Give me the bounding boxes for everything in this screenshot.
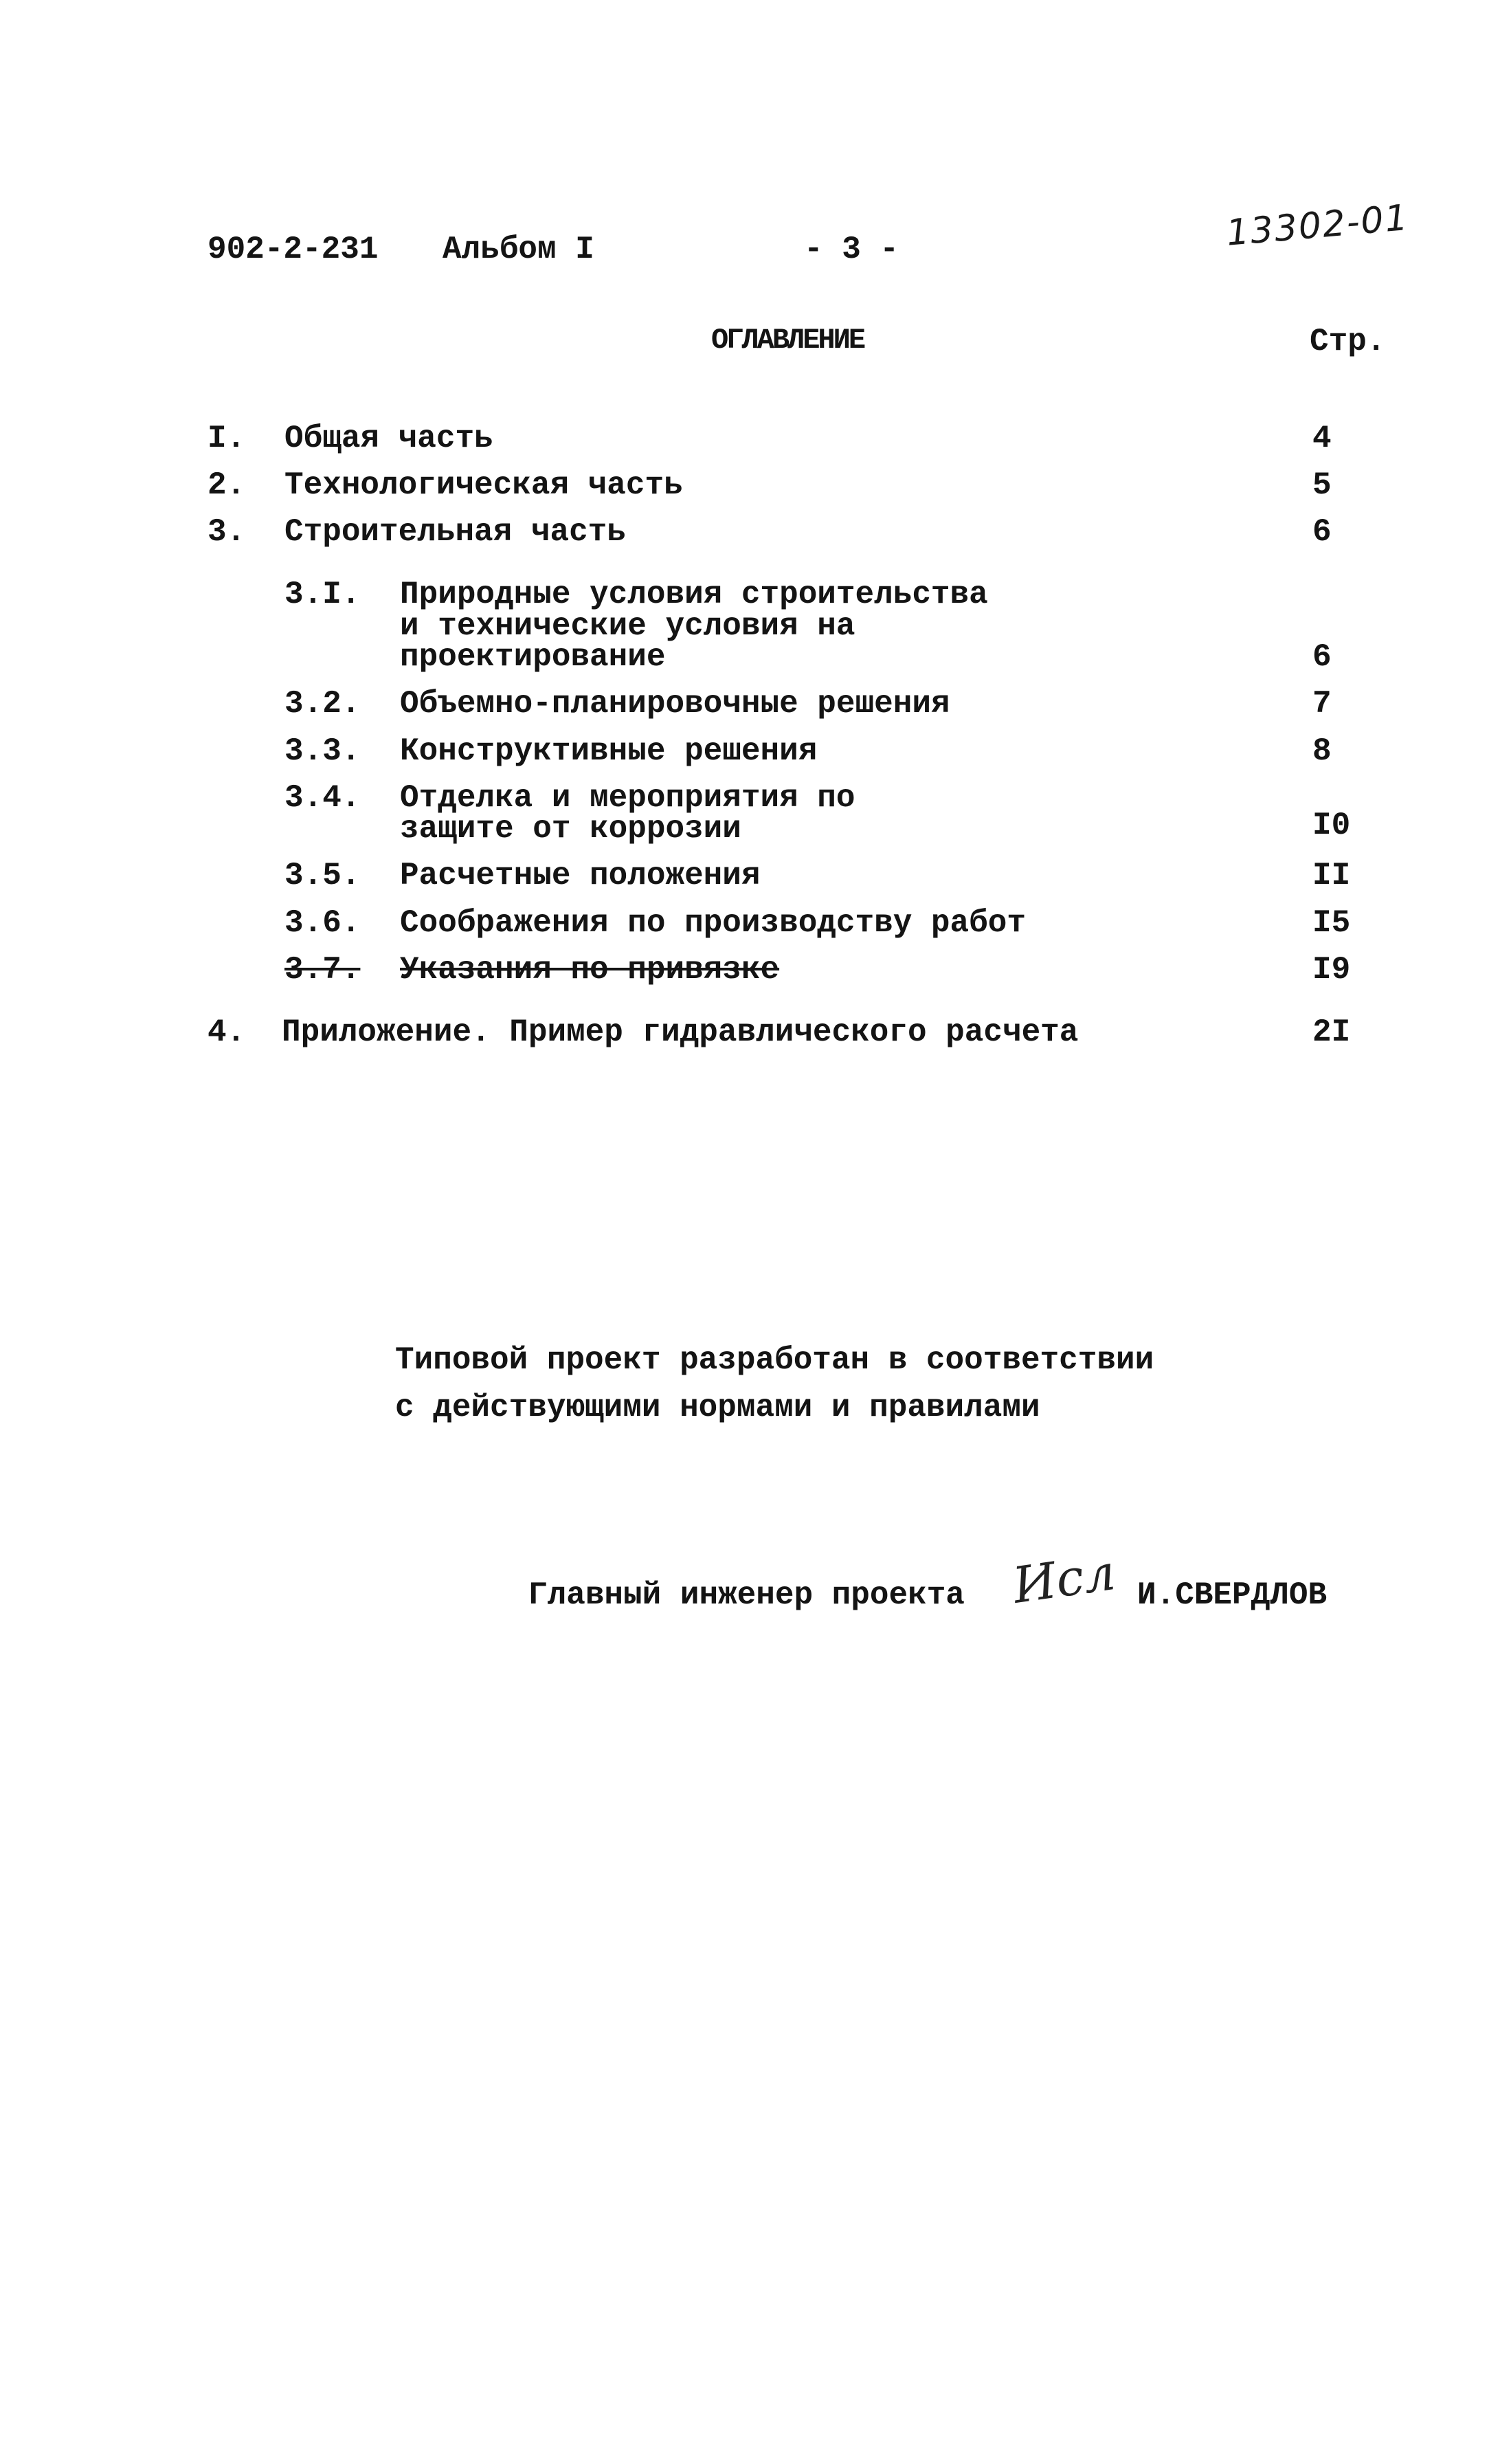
entry-page: I9 bbox=[1312, 952, 1351, 988]
page-column-label: Стр. bbox=[1310, 324, 1386, 359]
entry-title: Приложение. Пример гидравлического расчета bbox=[282, 1014, 1079, 1050]
signature-role: Главный инженер проекта bbox=[528, 1577, 965, 1613]
entry-page: 6 bbox=[1312, 639, 1332, 675]
entry-page: 8 bbox=[1312, 733, 1332, 769]
entry-number: 3.3. bbox=[284, 733, 361, 769]
signature-mark: Исл bbox=[1009, 1543, 1119, 1614]
entry-number: 4. bbox=[208, 1014, 246, 1050]
entry-number: 3.6. bbox=[284, 905, 361, 941]
entry-title: Соображения по производству работ bbox=[400, 905, 1026, 941]
entry-number: 2. bbox=[208, 467, 246, 503]
entry-number: 3.4. bbox=[284, 780, 361, 816]
entry-number: I. bbox=[208, 421, 246, 456]
entry-number: 3. bbox=[208, 514, 246, 550]
entry-title-line: и технические условия на bbox=[400, 608, 855, 644]
entry-number: 3.5. bbox=[284, 858, 361, 894]
note-line: Типовой проект разработан в соответствии bbox=[395, 1342, 1154, 1378]
entry-title-line: защите от коррозии bbox=[400, 811, 741, 847]
entry-number: 3.2. bbox=[284, 686, 361, 722]
note-line: с действующими нормами и правилами bbox=[395, 1390, 1040, 1425]
entry-page: 5 bbox=[1312, 467, 1332, 503]
entry-page: 2I bbox=[1312, 1014, 1351, 1050]
entry-title-line: Отделка и мероприятия по bbox=[400, 780, 855, 816]
handwritten-code: 13302-01 bbox=[1224, 197, 1411, 254]
entry-page: I5 bbox=[1312, 905, 1351, 941]
page-number: - 3 - bbox=[804, 232, 899, 267]
entry-number: 3.I. bbox=[284, 577, 361, 612]
entry-title-line: проектирование bbox=[400, 639, 666, 675]
entry-title: Технологическая часть bbox=[284, 467, 683, 503]
entry-title: Общая часть bbox=[284, 421, 493, 456]
album-label: Альбом I bbox=[443, 232, 594, 267]
entry-title: Конструктивные решения bbox=[400, 733, 818, 769]
signatory-name: И.СВЕРДЛОВ bbox=[1137, 1577, 1328, 1613]
entry-title: Указания по привязке bbox=[400, 952, 780, 988]
entry-page: 6 bbox=[1312, 514, 1332, 550]
entry-title: Расчетные положения bbox=[400, 858, 761, 894]
entry-title-line: Природные условия строительства bbox=[400, 577, 988, 612]
entry-title: Строительная часть bbox=[284, 514, 626, 550]
entry-page: I0 bbox=[1312, 808, 1351, 843]
entry-page: 7 bbox=[1312, 686, 1332, 722]
entry-page: 4 bbox=[1312, 421, 1332, 456]
entry-page: II bbox=[1312, 858, 1351, 894]
entry-number: 3.7. bbox=[284, 952, 361, 988]
toc-title: ОГЛАВЛЕНИЕ bbox=[711, 324, 864, 357]
project-code: 902-2-231 bbox=[208, 232, 379, 267]
entry-title: Объемно-планировочные решения bbox=[400, 686, 950, 722]
